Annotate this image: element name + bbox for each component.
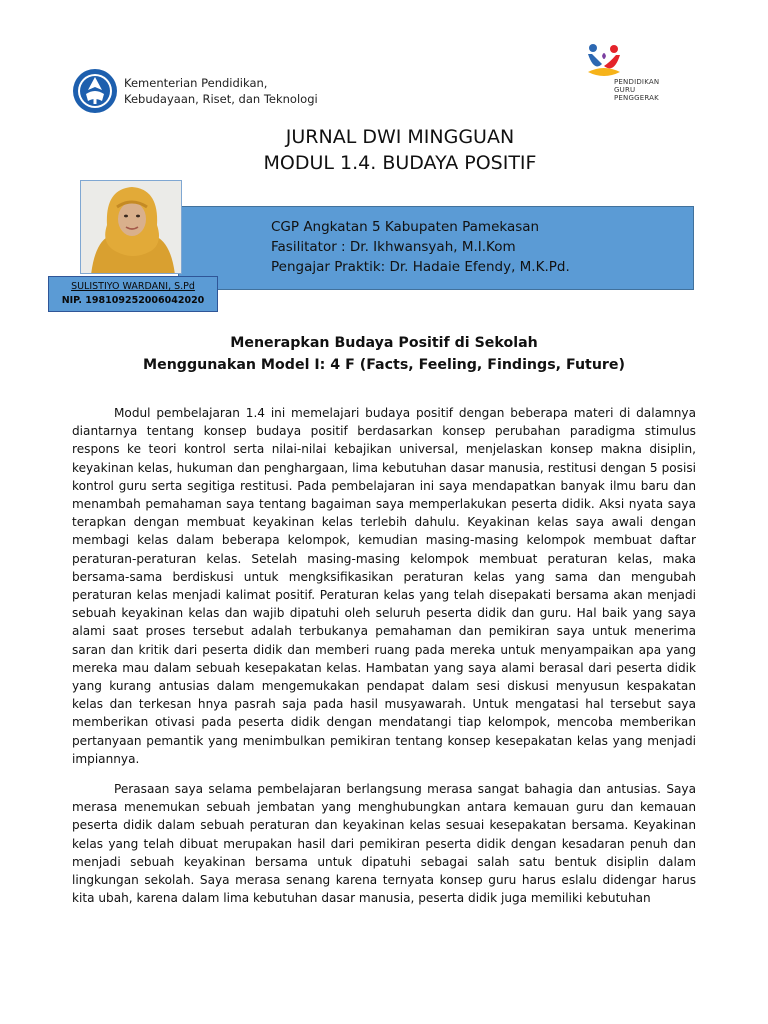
title-line2: MODUL 1.4. BUDAYA POSITIF: [263, 152, 537, 174]
body-text: [72, 404, 696, 919]
title-line1: JURNAL DWI MINGGUAN: [285, 126, 515, 148]
guru-penggerak-emblem-icon: [584, 42, 624, 82]
paragraph-facts: Modul pembelajaran 1.4 ini memelajari budaya positif dengan beberapa materi di dalamnya diantarnya tentang konsep budaya positif berdasarkan konsep perubahan paradigma stimulus respons ke teori kontrol serta nilai-nilai kebajikan universal, menjelaskan konsep makna disiplin, keyakinan kelas, hukuman dan penghargaan, lima kebutuhan dasar manusia, restitusi dengan 5 posisi kontrol guru serta segitiga restitusi. Pada pembelajaran ini saya mendapatkan banyak ilmu baru dan menambah pemahaman saya tentang bagaiman saya memperlakukan peserta didik. Aksi nyata saya terapkan dengan membuat keyakinan kelas terlebih dahulu. Keyakinan kelas saya awali dengan membagi kelas dalam beberapa kelompok, kemudian masing-masing kelompok membuat daftar peraturan-peraturan kelas. Setelah masing-masing kelompok membuat peraturan kelas, maka bersama-sama berdiskusi untuk mengksifikasikan peraturan kelas yang sama dan mengubah peraturan kelas menjadi kalimat positif. Peraturan kelas yang telah disepakati bersama akan menjadi sebuah keyakinan kelas dan wajib dipatuhi oleh seluruh peserta didik dan guru. Hal baik yang saya alami saat proses tersebut adalah terbukanya pemahaman dan pemikiran saya untuk menerima saran dan kritik dari peserta didik dan memberi ruang pada mereka untuk menyampaikan apa yang mereka mau dalam sebuah kesepakatan kelas. Hambatan yang saya alami berasal dari peserta didik yang kurang antusias dalam mengemukakan pendapat dalam sesi diskusi menyusun kespakatan kelas dan terkesan hnya pasrah saja pada hasil musyawarah. Untuk mengatasi hal tersebut saya memberikan otivasi pada peserta didik dengan mendatangi tiap kelompok, mencoba memberikan pertanyaan pemantik yang menimbulkan pemikiran tentang konsep kesepakatan kelas yang menjadi impiannya.: [72, 406, 696, 766]
section-subtitle: [100, 332, 668, 376]
info-band: [178, 206, 694, 290]
author-nip: NIP. 198109252006042020: [61, 295, 205, 306]
author-name: SULISTIYO WARDANI, S.Pd: [71, 281, 195, 292]
ministry-name-line2: Kebudayaan, Riset, dan Teknologi: [124, 92, 318, 106]
ministry-logo: [72, 68, 318, 114]
author-photo: [80, 180, 182, 274]
instructor-text: Pengajar Praktik: Dr. Hadaie Efendy, M.K.Pd.: [271, 259, 570, 275]
guru-penggerak-logo: [584, 42, 674, 104]
program-line3: PENGGERAK: [614, 94, 659, 102]
program-line2: GURU: [614, 86, 636, 94]
cohort-text: CGP Angkatan 5 Kabupaten Pamekasan: [271, 219, 540, 235]
author-portrait-icon: [81, 181, 182, 274]
subtitle-line2: Menggunakan Model I: 4 F (Facts, Feeling, Findings, Future): [142, 357, 626, 373]
facilitator-text: Fasilitator : Dr. Ikhwansyah, M.I.Kom: [271, 239, 516, 255]
journal-title: [200, 124, 600, 176]
program-line1: PENDIDIKAN: [614, 78, 660, 86]
paragraph-feeling: Perasaan saya selama pembelajaran berlangsung merasa sangat bahagia dan antusias. Saya merasa menemukan sebuah jembatan yang menghubungkan antara kemauan guru dan kemauan peserta didik dalam sebuah peraturan dan keyakinan kelas sesuai kesepakatan bersama. Keyakinan kelas yang telah dibuat merupakan hasil dari pemikiran peserta didik dengan kesadaran penuh dan menjadi sebuah keyakinan bersama untuk dipatuhi sebagai salah satu bentuk disiplin dalam lingkungan sekolah. Saya merasa senang karena ternyata konsep guru harus eslalu didengar harus kita ubah, karena dalam lima kebutuhan dasar manusia, peserta didik juga memiliki kebutuhan: [72, 782, 696, 906]
tut-wuri-handayani-icon: [72, 68, 118, 114]
ministry-name-line1: Kementerian Pendidikan,: [124, 76, 268, 90]
subtitle-line1: Menerapkan Budaya Positif di Sekolah: [230, 335, 538, 351]
author-name-box: [48, 276, 218, 312]
